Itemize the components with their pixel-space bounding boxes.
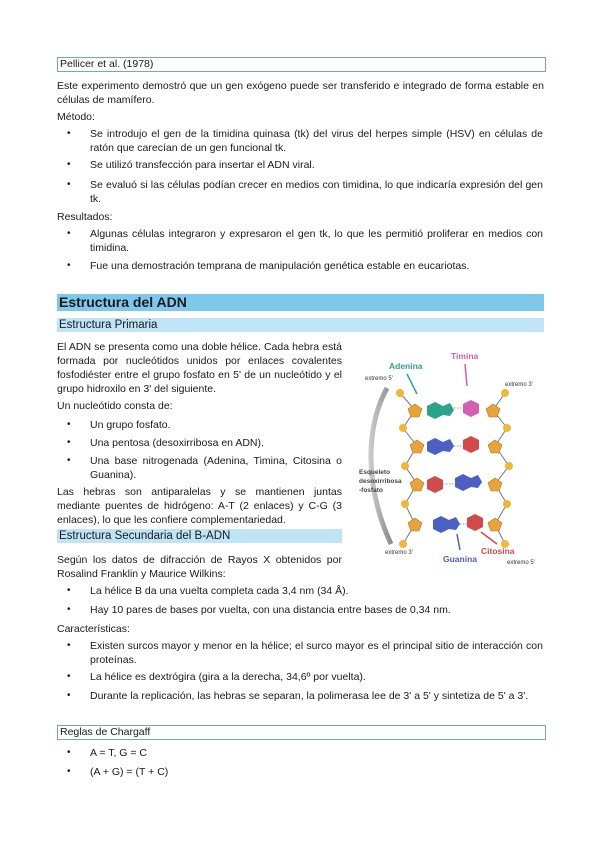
bullet: • <box>67 690 71 701</box>
label-citosina: Citosina <box>481 546 515 556</box>
label-guanina: Guanina <box>443 554 478 564</box>
bullet: • <box>67 766 71 777</box>
backbone-arc <box>371 388 391 544</box>
list-item: (A + G) = (T + C) <box>90 766 169 778</box>
primaria-paragraph-3: Las hebras son antiparalelas y se mantienen juntas mediante puentes de hidrógeno: A-T (2 enlaces) y C-G (3 enlaces), lo que les confiere complementariedad. <box>57 486 342 526</box>
list-item: Fue una demostración temprana de manipulación genética estable en eucariotas. <box>90 260 470 272</box>
adenina-arrow <box>407 374 417 394</box>
resultados-label: Resultados: <box>57 211 113 223</box>
bullet: • <box>67 604 71 615</box>
bullet: • <box>67 671 71 682</box>
section-title-estructura: Estructura del ADN <box>57 294 544 311</box>
metodo-label: Método: <box>57 111 95 123</box>
base-pair-3 <box>427 474 482 493</box>
bullet: • <box>67 455 71 466</box>
label-extremo3-bottom: extremo 3' <box>385 550 413 556</box>
bullet: • <box>67 159 71 170</box>
list-item: Hay 10 pares de bases por vuelta, con una distancia entre bases de 0,34 nm. <box>90 604 451 616</box>
bullet: • <box>67 437 71 448</box>
label-extremo5-bottom: extremo 5' <box>507 560 535 566</box>
label-esqueleto-2: desoxirribosa <box>359 478 402 485</box>
citosina-arrow <box>481 532 497 544</box>
guanina-arrow <box>457 534 460 550</box>
bullet: • <box>67 419 71 430</box>
base-pair-1 <box>427 400 479 419</box>
label-extremo3-top: extremo 3' <box>505 382 533 388</box>
section-heading-chargaff: Reglas de Chargaff <box>57 725 546 740</box>
bullet: • <box>67 747 71 758</box>
primaria-paragraph-2: Un nucleótido consta de: <box>57 400 173 412</box>
bullet: • <box>67 640 71 651</box>
list-item: Algunas células integraron y expresaron el gen tk, lo que les permitió proliferar en medios con timidina. <box>90 228 543 254</box>
label-timina: Timina <box>451 351 479 361</box>
label-extremo5-top: extremo 5' <box>365 376 393 382</box>
list-item: Existen surcos mayor y menor en la hélice; el surco mayor es el principal sitio de interacción con proteínas. <box>90 640 543 666</box>
base-pair-2 <box>427 436 479 455</box>
bullet: • <box>67 228 71 239</box>
list-item: Una pentosa (desoxirribosa en ADN). <box>90 437 264 449</box>
label-esqueleto-3: -fosfato <box>359 487 383 494</box>
pellicer-intro: Este experimento demostró que un gen exógeno puede ser transferido e integrado de forma estable en células de mamífero. <box>57 80 544 106</box>
list-item: La hélice es dextrógira (gira a la derecha, 34,6º por vuelta). <box>90 671 366 683</box>
subsection-heading-primaria: Estructura Primaria <box>57 318 544 332</box>
list-item: Se utilizó transfección para insertar el ADN viral. <box>90 159 315 171</box>
list-item: Se evaluó si las células podían crecer en medios con timidina, lo que indicaría expresión del gen tk. <box>90 179 543 205</box>
list-item: Se introdujo el gen de la timidina quinasa (tk) del virus del herpes simple (HSV) en células de ratón que carecían de un gen funcional tk. <box>90 128 543 154</box>
list-item: La hélice B da una vuelta completa cada 3,4 nm (34 Å). <box>90 585 349 597</box>
bullet: • <box>67 128 71 139</box>
bullet: • <box>67 585 71 596</box>
sugar-pentagons <box>408 404 502 531</box>
timina-arrow <box>465 364 467 386</box>
secundaria-paragraph-1: Según los datos de difracción de Rayos X obtenidos por Rosalind Franklin y Maurice Wilkins: <box>57 554 342 580</box>
caracteristicas-label: Características: <box>57 623 130 635</box>
label-adenina: Adenina <box>389 361 423 371</box>
bullet: • <box>67 260 71 271</box>
label-esqueleto-1: Esqueleto <box>359 469 391 476</box>
base-pair-4 <box>433 514 483 533</box>
list-item: Una base nitrogenada (Adenina, Timina, Citosina o Guanina). <box>90 455 342 481</box>
dna-figure <box>355 348 545 570</box>
list-item: Un grupo fosfato. <box>90 419 171 431</box>
primaria-paragraph-1: El ADN se presenta como una doble hélice. Cada hebra está formada por nucleótidos unidos por enlaces covalentes fosfodiéster entre el grupo fosfato en 5' de un nucleótido y el grupo hidroxilo en 3' del siguiente. <box>57 341 342 395</box>
subsection-heading-secundaria: Estructura Secundaria del B-ADN <box>57 529 342 543</box>
list-item: A = T, G = C <box>90 747 148 759</box>
section-heading-pellicer: Pellicer et al. (1978) <box>57 57 546 72</box>
bullet: • <box>67 179 71 190</box>
list-item: Durante la replicación, las hebras se separan, la polimerasa lee de 3' a 5' y sintetiza de 5' a 3'. <box>90 690 529 702</box>
